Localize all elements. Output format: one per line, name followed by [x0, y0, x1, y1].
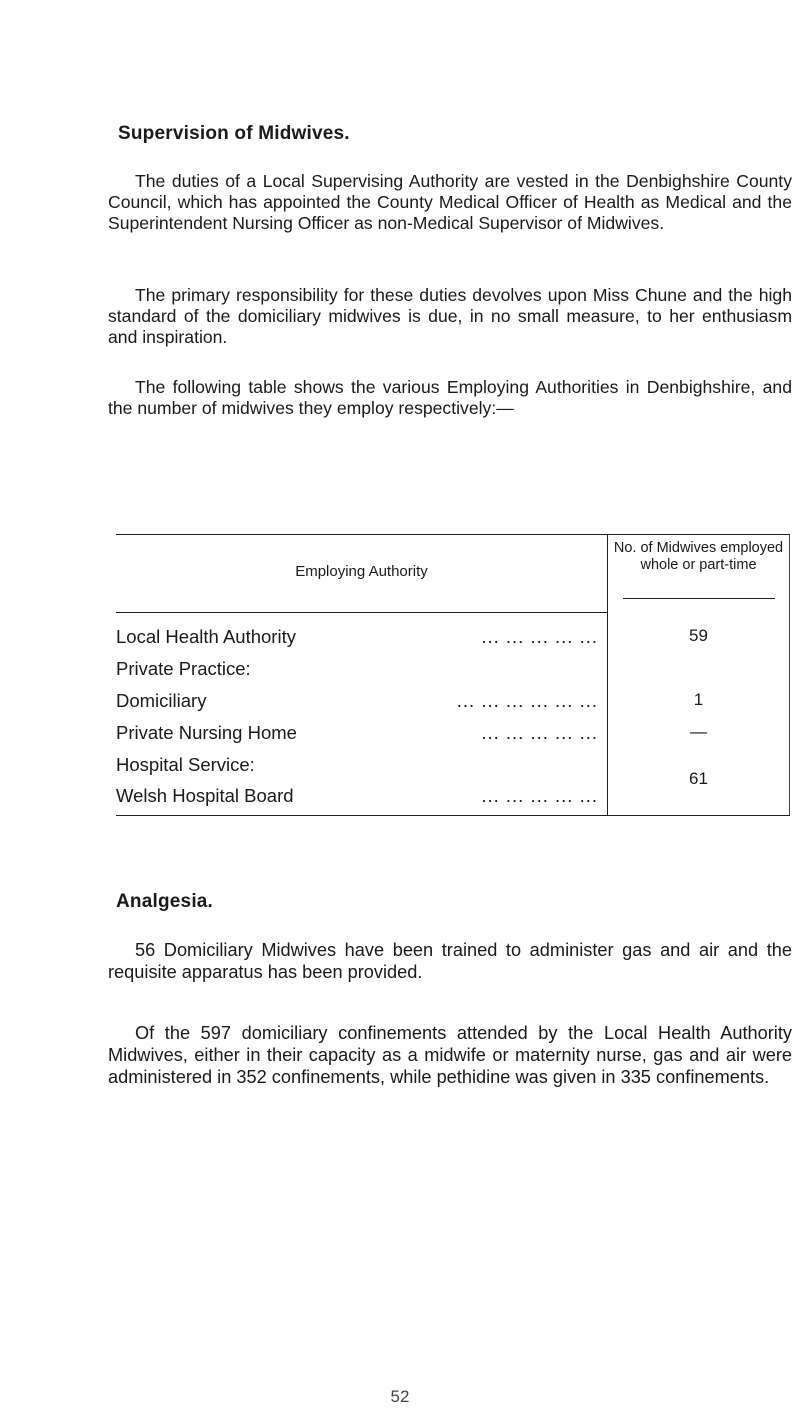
row-label: Local Health Authority: [116, 626, 296, 647]
page-number: 52: [390, 1387, 410, 1406]
row-leader-dots: ... ... ... ... ...: [481, 722, 598, 743]
paragraph-confinements: Of the 597 domiciliary confinements attended by the Local Health Authority Midwives, either in their capacity as a midwife or maternity nurse, gas and air were administered in 352 confinements, while pethidine was given in 335 confinements.: [108, 1023, 792, 1087]
table-header-count: No. of Midwives employed whole or part-time: [613, 540, 784, 573]
row-leader-dots: ... ... ... ... ...: [481, 785, 598, 806]
section-heading-analgesia: Analgesia.: [116, 891, 214, 912]
row-label: Hospital Service:: [116, 754, 255, 775]
table-row: [116, 658, 790, 684]
row-leader-dots: ... ... ... ... ... ...: [456, 690, 598, 711]
row-label: Private Practice:: [116, 658, 251, 679]
table-header-rule-left: [116, 612, 607, 613]
table-row: [116, 722, 790, 748]
row-label: Welsh Hospital Board: [116, 785, 294, 806]
table-header-rule-right: [623, 598, 775, 599]
midwives-table: [116, 534, 790, 816]
paragraph-responsibility: The primary responsibility for these duties devolves upon Miss Chune and the high standard of the domiciliary midwives is due, in no small measure, to her enthusiasm and inspiration.: [108, 285, 792, 347]
table-row: [116, 626, 790, 652]
table-header-authority: Employing Authority: [295, 563, 428, 580]
row-label: Domiciliary: [116, 690, 207, 711]
row-value: —: [690, 722, 707, 741]
paragraph-duties: The duties of a Local Supervising Authority are vested in the Denbighshire County Council, which has appointed the County Medical Officer of Health as Medical and the Superintendent Nursing Officer as non-Medical Supervisor of Midwives.: [108, 171, 792, 233]
paragraph-trained-midwives: 56 Domiciliary Midwives have been trained to administer gas and air and the requisite apparatus has been provided.: [108, 940, 792, 982]
row-value: 1: [693, 690, 704, 709]
row-value: 61: [689, 769, 708, 788]
row-value: 59: [689, 626, 708, 645]
table-row: [116, 690, 790, 716]
section-heading-supervision: Supervision of Midwives.: [118, 123, 350, 144]
row-label: Private Nursing Home: [116, 722, 297, 743]
table-row: [116, 769, 790, 811]
paragraph-table-intro: The following table shows the various Employing Authorities in Denbighshire, and the number of midwives they employ respectively:—: [108, 377, 792, 418]
row-leader-dots: ... ... ... ... ...: [481, 626, 598, 647]
